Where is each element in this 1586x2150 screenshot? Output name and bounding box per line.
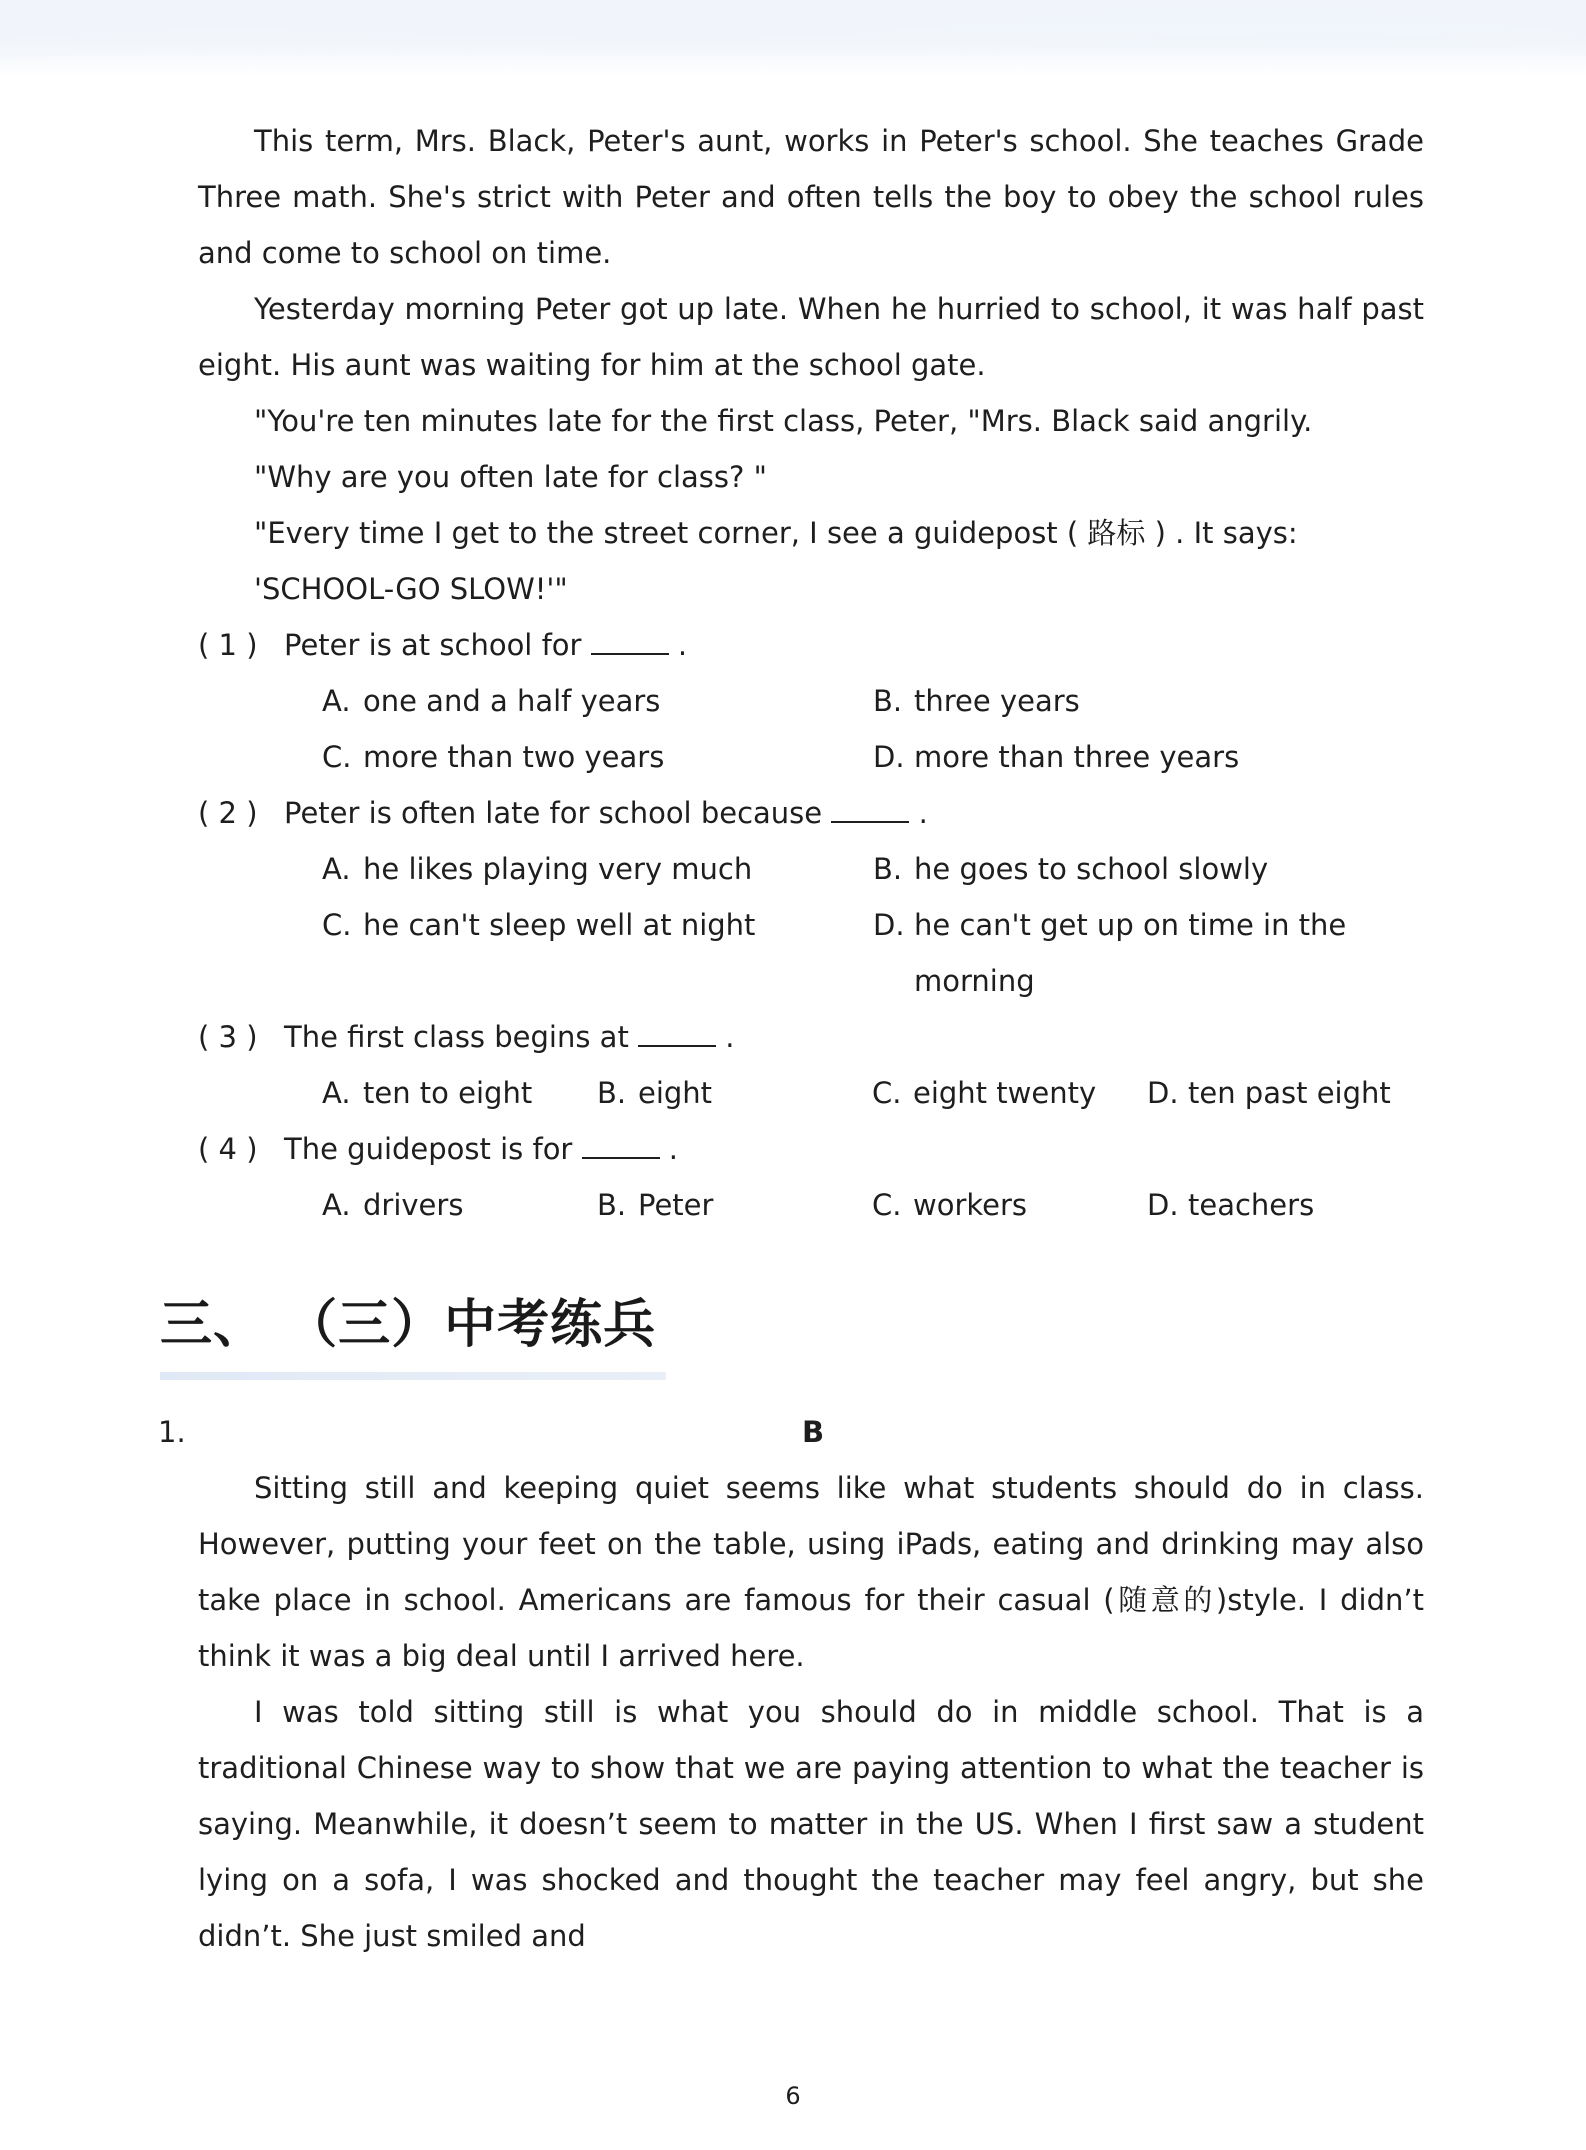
question-3: [198, 1009, 1424, 1065]
option-letter: A.: [322, 1076, 351, 1110]
answer-blank: [638, 1015, 716, 1047]
option-letter: D.: [1147, 1076, 1179, 1110]
option-text: drivers: [363, 1188, 464, 1222]
options-row: [198, 841, 1424, 897]
option-text: workers: [913, 1188, 1028, 1222]
question-stem: The guidepost is for: [284, 1132, 573, 1166]
question-number: ( 2 ): [198, 796, 258, 830]
option-letter: B.: [873, 684, 903, 718]
answer-blank: [591, 623, 669, 655]
question-number: ( 4 ): [198, 1132, 258, 1166]
options-row: [198, 1177, 1424, 1233]
option-letter: C.: [872, 1188, 902, 1222]
option-a: [322, 1065, 597, 1121]
options-row: [198, 1065, 1424, 1121]
option-letter: C.: [872, 1076, 902, 1110]
passage-paragraph: Yesterday morning Peter got up late. When he hurried to school, it was half past eight. His aunt was waiting for him at the school gate.: [198, 292, 1424, 382]
reading-header: [158, 1404, 1424, 1460]
option-letter: A.: [322, 684, 351, 718]
passage-paragraph: Sitting still and keeping quiet seems like what students should do in class. However, putting your feet on the table, using iPads, eating and drinking may also take place in school. Americans are famous for their casual (随意的)style. I didn’t think it was a big deal until I arrived here.: [198, 1471, 1424, 1673]
answer-blank: [582, 1127, 660, 1159]
option-text: one and a half years: [363, 684, 661, 718]
option-text: teachers: [1188, 1188, 1315, 1222]
option-text: more than three years: [914, 740, 1240, 774]
option-d: [873, 897, 1424, 1009]
option-text: ten past eight: [1188, 1076, 1391, 1110]
option-text: eight twenty: [913, 1076, 1097, 1110]
option-c: [322, 729, 873, 785]
option-text: more than two years: [363, 740, 665, 774]
option-letter: B.: [873, 852, 903, 886]
option-text: he likes playing very much: [363, 852, 753, 886]
option-text: he goes to school slowly: [914, 852, 1269, 886]
options-row: [198, 673, 1424, 729]
question-number: ( 1 ): [198, 628, 258, 662]
reading-label: B: [802, 1415, 825, 1449]
section-heading: [160, 1290, 666, 1380]
option-letter: D.: [873, 740, 905, 774]
section-title: 三、 （三）中考练兵: [160, 1295, 657, 1355]
section-underline: [160, 1372, 666, 1380]
option-b: [873, 673, 1424, 729]
passage-quote: "You're ten minutes late for the first class, Peter, "Mrs. Black said angrily.: [254, 404, 1313, 438]
option-c: [872, 1065, 1147, 1121]
option-d: [1147, 1065, 1422, 1121]
option-text: ten to eight: [363, 1076, 533, 1110]
option-letter: C.: [322, 908, 352, 942]
option-a: [322, 673, 873, 729]
options-row: [198, 897, 1424, 1009]
header-decoration: [0, 0, 1586, 76]
question-stem: The first class begins at: [284, 1020, 629, 1054]
option-b: [597, 1065, 872, 1121]
question-stem: Peter is at school for: [284, 628, 582, 662]
answer-blank: [831, 791, 909, 823]
passage-paragraph: This term, Mrs. Black, Peter's aunt, works in Peter's school. She teaches Grade Three math. She's strict with Peter and often tells the boy to obey the school rules and come to school on time.: [198, 124, 1424, 270]
option-text: three years: [914, 684, 1080, 718]
option-c: [872, 1177, 1147, 1233]
option-letter: D.: [873, 908, 905, 942]
option-d: [1147, 1177, 1422, 1233]
option-text: he can't sleep well at night: [363, 908, 756, 942]
question-2: [198, 785, 1424, 841]
question-number: ( 3 ): [198, 1020, 258, 1054]
option-d: [873, 729, 1424, 785]
question-end: .: [918, 796, 928, 830]
option-letter: B.: [597, 1076, 627, 1110]
passage-quote: 'SCHOOL-GO SLOW!'": [254, 572, 568, 606]
option-a: [322, 841, 873, 897]
option-letter: A.: [322, 1188, 351, 1222]
passage-quote: "Every time I get to the street corner, I see a guidepost ( 路标 ) . It says:: [254, 516, 1298, 550]
wave-decoration: [0, 0, 1586, 76]
option-a: [322, 1177, 597, 1233]
question-stem: Peter is often late for school because: [284, 796, 823, 830]
option-text: he can't get up on time in the morning: [914, 908, 1347, 998]
passage-1: [198, 113, 1424, 1233]
question-4: [198, 1121, 1424, 1177]
question-end: .: [668, 1132, 679, 1166]
option-b: [597, 1177, 872, 1233]
question-end: .: [725, 1020, 735, 1054]
reading-number: 1.: [158, 1415, 186, 1449]
options-row: [198, 729, 1424, 785]
option-letter: C.: [322, 740, 352, 774]
option-text: Peter: [638, 1188, 714, 1222]
passage-paragraph: I was told sitting still is what you should do in middle school. That is a traditional Chinese way to show that we are paying attention to what the teacher is saying. Meanwhile, it doesn’t seem to matter in the US. When I first saw a student lying on a sofa, I was shocked and thought the teacher may feel angry, but she didn’t. She just smiled and: [198, 1695, 1424, 1953]
option-c: [322, 897, 873, 1009]
question-1: [198, 617, 1424, 673]
passage-2: [198, 1460, 1424, 1964]
option-letter: B.: [597, 1188, 627, 1222]
passage-quote: "Why are you often late for class? ": [254, 460, 767, 494]
option-b: [873, 841, 1424, 897]
question-end: .: [677, 628, 688, 662]
option-letter: A.: [322, 852, 351, 886]
page-number: 6: [785, 2082, 801, 2110]
option-letter: D.: [1147, 1188, 1179, 1222]
option-text: eight: [638, 1076, 713, 1110]
